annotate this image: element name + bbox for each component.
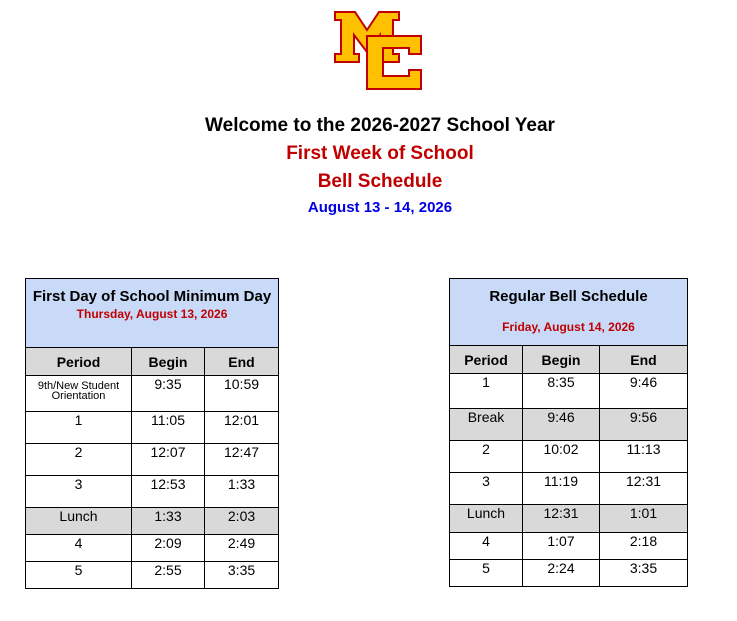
regular-schedule-table <box>449 278 688 587</box>
table-caption <box>26 279 279 348</box>
end-cell: 1:33 <box>205 476 279 508</box>
table-row <box>26 376 279 412</box>
period-cell: 1 <box>450 374 523 409</box>
end-cell: 3:35 <box>205 562 279 589</box>
begin-cell: 2:24 <box>523 560 600 587</box>
column-header-period: Period <box>26 348 132 376</box>
period-cell: 3 <box>450 473 523 505</box>
begin-cell: 1:33 <box>132 508 205 535</box>
first-day-schedule-table <box>25 278 279 589</box>
first-week-heading: First Week of School <box>286 143 474 164</box>
period-cell: 3 <box>26 476 132 508</box>
end-cell: 2:18 <box>600 533 688 560</box>
table-title: Regular Bell Schedule <box>489 288 648 305</box>
end-cell: 12:01 <box>205 412 279 444</box>
period-cell: 4 <box>26 535 132 562</box>
dates-heading: August 13 - 14, 2026 <box>307 199 453 216</box>
end-cell: 2:49 <box>205 535 279 562</box>
end-cell: 3:35 <box>600 560 688 587</box>
column-header-begin: Begin <box>132 348 205 376</box>
end-cell: 9:46 <box>600 374 688 409</box>
begin-cell: 9:35 <box>132 376 205 412</box>
end-cell: 11:13 <box>600 441 688 473</box>
table-row <box>450 441 688 473</box>
period-cell: Lunch <box>450 505 523 533</box>
table-title: First Day of School Minimum Day <box>32 288 272 305</box>
column-header-end: End <box>600 346 688 374</box>
end-cell: 12:31 <box>600 473 688 505</box>
table-row <box>26 508 279 535</box>
end-cell: 12:47 <box>205 444 279 476</box>
bell-schedule-heading: Bell Schedule <box>317 171 443 192</box>
begin-cell: 12:07 <box>132 444 205 476</box>
period-cell: Lunch <box>26 508 132 535</box>
table-date: Friday, August 14, 2026 <box>502 320 635 334</box>
column-header-end: End <box>205 348 279 376</box>
begin-cell: 1:07 <box>523 533 600 560</box>
column-header-period: Period <box>450 346 523 374</box>
period-cell: 5 <box>26 562 132 589</box>
table-row <box>450 409 688 441</box>
period-cell: 5 <box>450 560 523 587</box>
period-cell: Break <box>450 409 523 441</box>
end-cell: 2:03 <box>205 508 279 535</box>
table-row <box>26 476 279 508</box>
period-cell: 2 <box>26 444 132 476</box>
table-row <box>26 535 279 562</box>
begin-cell: 2:55 <box>132 562 205 589</box>
begin-cell: 8:35 <box>523 374 600 409</box>
mc-logo <box>333 10 425 91</box>
end-cell: 1:01 <box>600 505 688 533</box>
welcome-heading: Welcome to the 2026-2027 School Year <box>205 115 555 136</box>
table-row <box>450 374 688 409</box>
end-cell: 10:59 <box>205 376 279 412</box>
table-row <box>450 505 688 533</box>
begin-cell: 12:53 <box>132 476 205 508</box>
begin-cell: 12:31 <box>523 505 600 533</box>
begin-cell: 11:05 <box>132 412 205 444</box>
table-row <box>450 560 688 587</box>
period-cell: 9th/New Student Orientation <box>26 376 132 412</box>
table-row <box>450 473 688 505</box>
table-row <box>450 533 688 560</box>
table-caption <box>450 279 688 346</box>
period-cell: 2 <box>450 441 523 473</box>
table-row <box>26 444 279 476</box>
table-date: Thursday, August 13, 2026 <box>76 307 228 321</box>
begin-cell: 10:02 <box>523 441 600 473</box>
begin-cell: 11:19 <box>523 473 600 505</box>
table-row <box>26 562 279 589</box>
period-cell: 1 <box>26 412 132 444</box>
period-cell: 4 <box>450 533 523 560</box>
begin-cell: 2:09 <box>132 535 205 562</box>
end-cell: 9:56 <box>600 409 688 441</box>
column-header-begin: Begin <box>523 346 600 374</box>
table-row <box>26 412 279 444</box>
begin-cell: 9:46 <box>523 409 600 441</box>
